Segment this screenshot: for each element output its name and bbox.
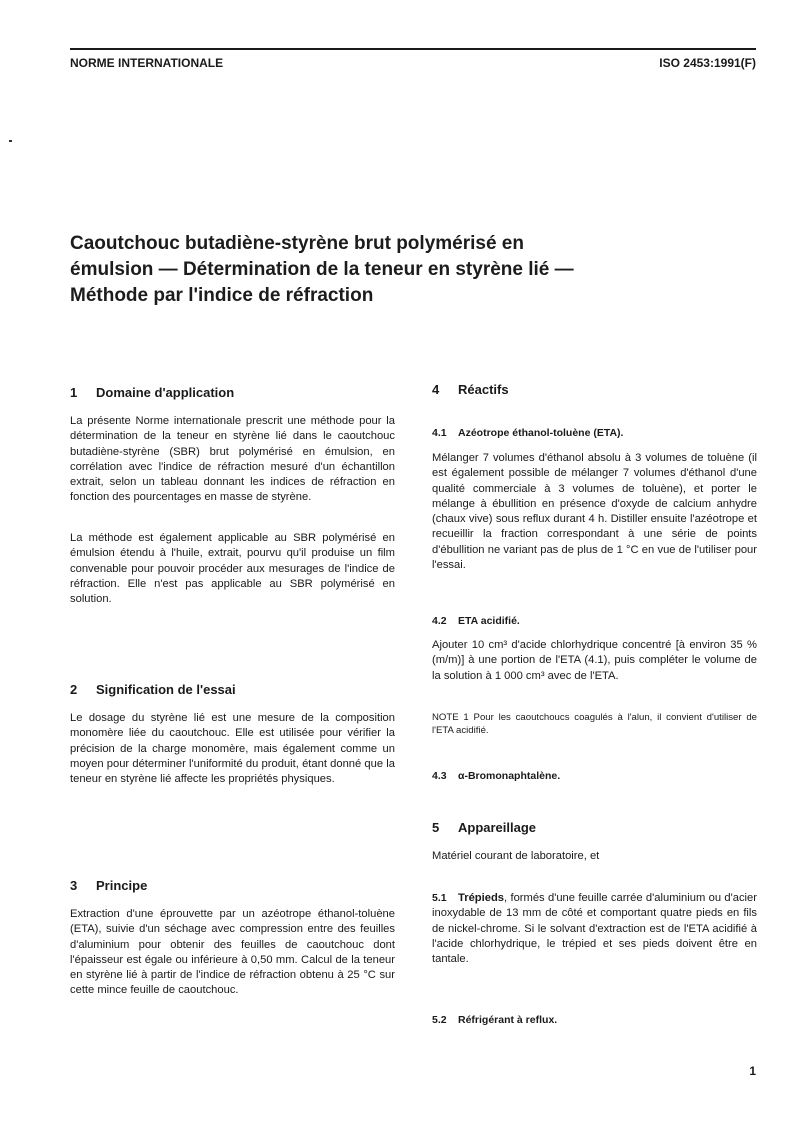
section-2-paragraph-1: Le dosage du styrène lié est une mesure de la composition monomère liée du caoutchouc. Elle est utilisée pour vérifier la précision de la charge monomère, mais également comme un moyen pour déterminer l'uniformité du produit, étant donné que la teneur en styrène lié affecte les propriétés physiques. xyxy=(70,712,395,786)
section-title: Appareillage xyxy=(458,820,537,835)
subsection-number: 5.2 xyxy=(432,1014,447,1026)
section-4-heading xyxy=(432,382,757,397)
subsection-number: 5.1 xyxy=(432,892,447,904)
subsection-title: Trépieds xyxy=(458,892,505,904)
section-number: 3 xyxy=(70,878,78,893)
subsection-number: 4.2 xyxy=(432,615,447,627)
subsection-4-3-heading xyxy=(432,770,757,782)
subsection-4-1-heading xyxy=(432,427,757,439)
section-title: Signification de l'essai xyxy=(96,682,236,697)
subsection-title: α-Bromonaphtalène. xyxy=(458,770,561,782)
note-1: NOTE 1 Pour les caoutchoucs coagulés à l'alun, il convient d'utiliser de l'ETA acidifié. xyxy=(432,712,757,736)
header-standard-number: ISO 2453:1991(F) xyxy=(659,56,756,70)
subsection-5-1 xyxy=(432,891,757,967)
margin-mark xyxy=(9,140,12,142)
document-title xyxy=(70,231,690,309)
section-1-heading xyxy=(70,385,395,400)
subsection-5-2-heading xyxy=(432,1014,757,1026)
section-title: Principe xyxy=(96,878,148,893)
subsection-number: 4.1 xyxy=(432,427,447,439)
section-number: 4 xyxy=(432,382,440,397)
title-line-1: Caoutchouc butadiène-styrène brut polymérisé en xyxy=(70,233,524,254)
subsection-5-1-text: , formés d'une feuille carrée d'aluminium ou d'acier inoxydable de 13 mm de côté et comportant quatre pieds en fils de nickel-chrome. Si le solvant d'extraction est de l'ETA acidifié à l'acide chlorhydrique, le trépied et ses pieds doivent être en tantale. xyxy=(432,892,757,966)
section-1-paragraph-2: La méthode est également applicable au SBR polymérisé en émulsion étendu à l'huile, extrait, pourvu qu'il produise un film convenable pour pouvoir procéder aux mesurages de l'indice de réfraction. Elle n'est pas applicable au SBR polymérisé en solution. xyxy=(70,532,395,606)
section-5-heading xyxy=(432,820,757,835)
subsection-title: Azéotrope éthanol-toluène (ETA). xyxy=(458,427,624,439)
section-3-heading xyxy=(70,878,395,893)
section-number: 5 xyxy=(432,820,440,835)
page-header xyxy=(70,48,756,75)
section-title: Réactifs xyxy=(458,382,509,397)
subsection-4-2-paragraph: Ajouter 10 cm³ d'acide chlorhydrique concentré [à environ 35 % (m/m)] à une portion de l'ETA (4.1), puis compléter le volume de la solution à 1 000 cm³ avec de l'ETA. xyxy=(432,639,757,682)
subsection-4-1-paragraph: Mélanger 7 volumes d'éthanol absolu à 3 volumes de toluène (il est également possible de mélanger 7 volumes d'éthanol d'une qualité commerciale à 3 volumes de toluène), et porter le mélange à ébullition en présence d'oxyde de calcium anhydre (chaux vive) sous reflux durant 4 h. Distiller ensuite l'azéotrope et recueillir la fraction correspondant à une série de points d'ébullition ne variant pas de plus de 1 °C en vue de l'utiliser pour l'essai. xyxy=(432,452,757,572)
subsection-4-2-heading xyxy=(432,615,757,627)
section-5-paragraph-1: Matériel courant de laboratoire, et xyxy=(432,850,600,862)
subsection-number: 4.3 xyxy=(432,770,447,782)
header-standard-type: NORME INTERNATIONALE xyxy=(70,56,224,70)
section-3-paragraph-1: Extraction d'une éprouvette par un azéotrope éthanol-toluène (ETA), suivie d'un séchage avec compression entre des feuilles d'aluminium pour obtenir des feuilles de caoutchouc dont l'épaisseur est égale ou inférieure à 0,50 mm. Calcul de la teneur en styrène lié à partir de l'indice de réfraction obtenu à 25 °C sur cette mince feuille de caoutchouc. xyxy=(70,908,395,997)
title-line-3: Méthode par l'indice de réfraction xyxy=(70,285,374,306)
section-1-paragraph-1: La présente Norme internationale prescrit une méthode pour la détermination de la teneur en styrène lié dans le caoutchouc butadiène-styrène (SBR) brut polymérisé en émulsion, en corrélation avec l'indice de réfraction mesuré d'un échantillon extrait, selon un tableau donnant les indices de réfraction en fonction des pourcentages en masse de styrène. xyxy=(70,415,395,504)
section-2-heading xyxy=(70,682,395,697)
page-number: 1 xyxy=(749,1064,756,1078)
title-line-2: émulsion — Détermination de la teneur en styrène lié — xyxy=(70,259,574,280)
subsection-title: Réfrigérant à reflux. xyxy=(458,1014,558,1026)
section-number: 2 xyxy=(70,682,78,697)
subsection-title: ETA acidifié. xyxy=(458,615,520,627)
section-title: Domaine d'application xyxy=(96,385,235,400)
section-number: 1 xyxy=(70,385,78,400)
